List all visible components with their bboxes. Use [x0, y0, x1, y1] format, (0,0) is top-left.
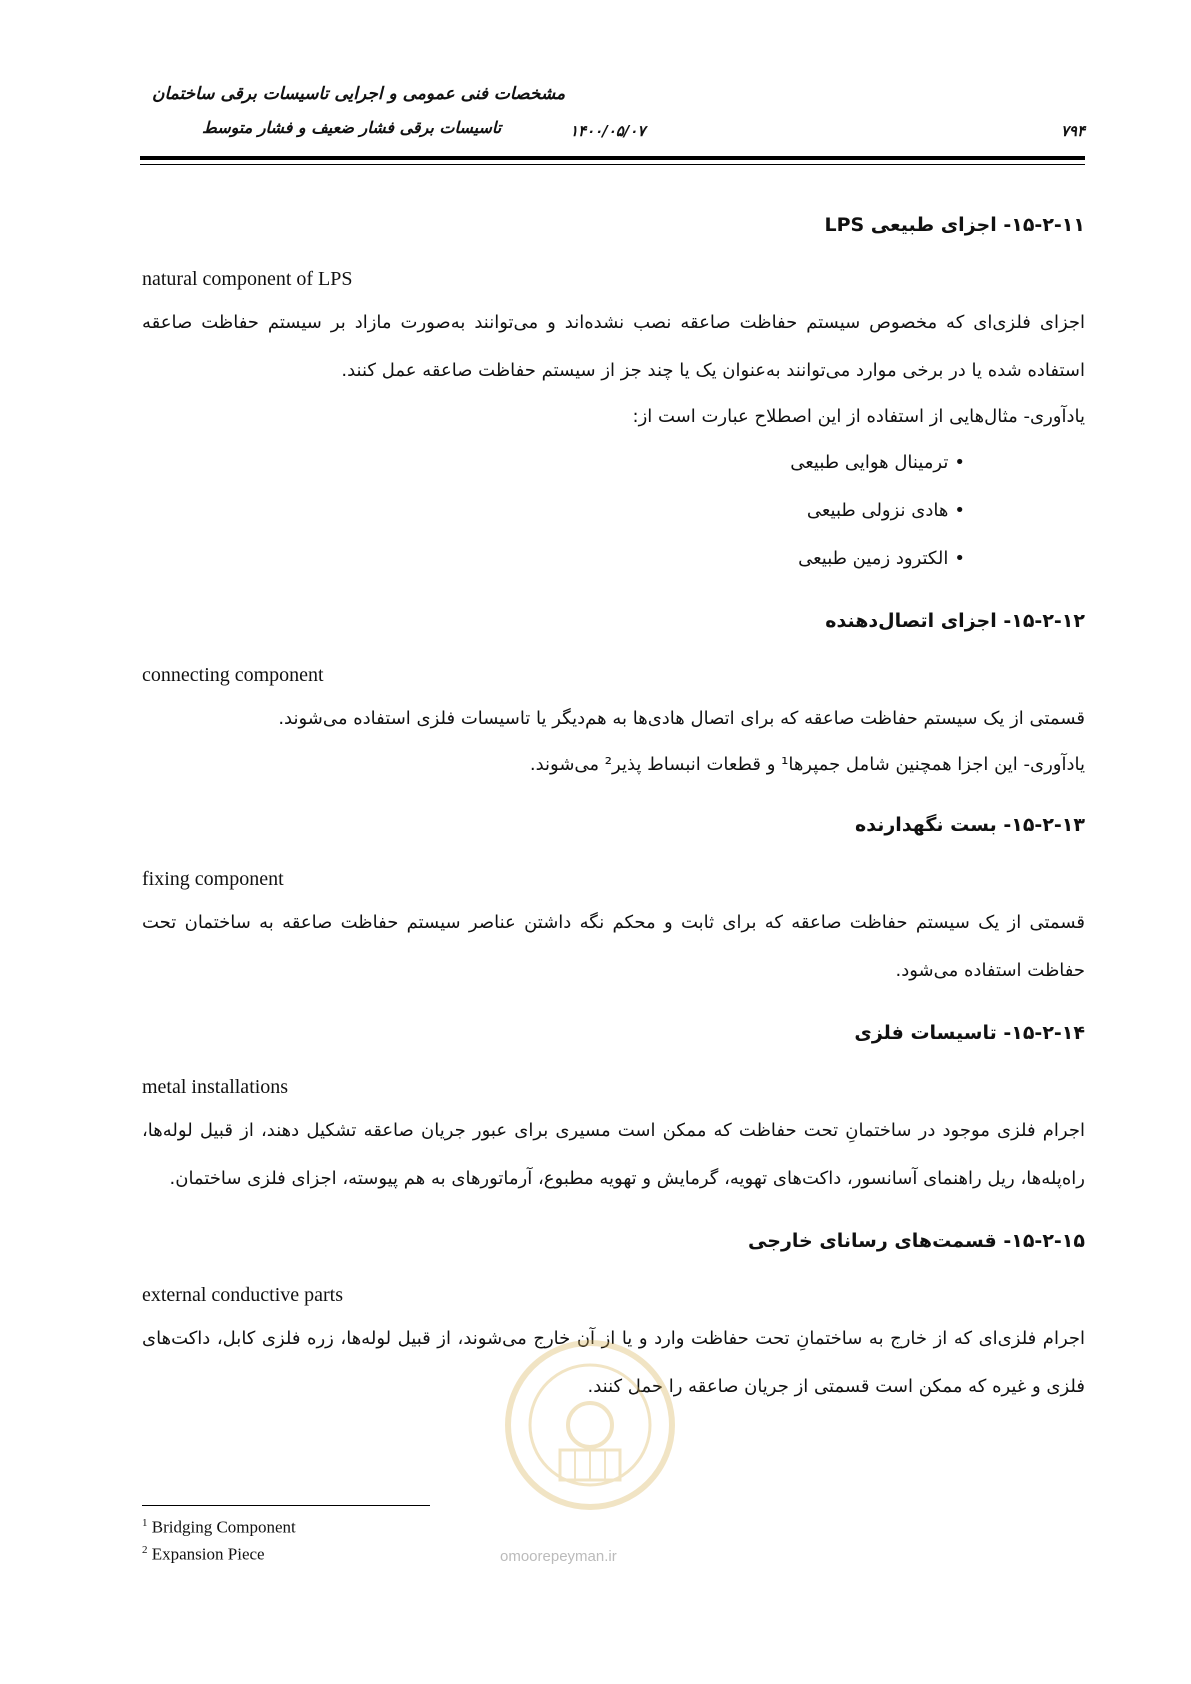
bullet-icon: •	[954, 452, 965, 473]
section-fixing-component	[142, 805, 1085, 995]
page-content	[142, 205, 1085, 1429]
bullet-icon: •	[954, 500, 965, 521]
watermark-text: omoorepeyman.ir	[500, 1548, 617, 1565]
header-rule-thick	[140, 156, 1085, 160]
page-number: ۷۹۴	[1060, 122, 1085, 140]
section-note: یادآوری- مثال‌هایی از استفاده از این اصطلاح عبارت است از:	[632, 406, 1085, 427]
section-connecting-component	[142, 601, 1085, 787]
section-paragraph: اجرام فلزی موجود در ساختمانِ تحت حفاظت که ممکن است مسیری برای عبور جریان صاعقه تشکیل دهند، از قبیل لوله‌ها، راه‌پله‌ها، ریل راهنمای آسانسور، داکت‌های تهویه، گرمایش و تهویه مطبوع، آرماتورهای به هم پیوسته، اجزای فلزی ساختمان.	[142, 1120, 1085, 1189]
section-note: یادآوری- این اجزا همچنین شامل جمپرها¹ و قطعات انبساط پذیر² می‌شوند.	[529, 754, 1085, 775]
footnotes	[142, 1512, 296, 1565]
footnote-separator	[142, 1505, 430, 1506]
section-paragraph: اجزای فلزی‌ای که مخصوص سیستم حفاظت صاعقه نصب نشده‌اند و می‌توانند به‌صورت مازاد بر سیستم حفاظت صاعقه استفاده شده یا در برخی موارد می‌توانند به‌عنوان یک یا چند جز از سیستم حفاظت صاعقه عمل کنند.	[142, 312, 1085, 381]
watermark-seal-icon	[490, 1330, 690, 1520]
footnote-item: $^1$ Bridging Component	[142, 1517, 296, 1537]
footnote-item: $^2$ Expansion Piece	[142, 1543, 265, 1564]
section-heading: ۱۵-۲-۱۳- بست نگهدارنده	[855, 814, 1085, 836]
document-title: مشخصات فنی عمومی و اجرایی تاسیسات برقی ساختمان	[152, 84, 566, 104]
list-item: •الکترود زمین طبیعی	[22, 535, 965, 583]
section-heading: ۱۵-۲-۱۵- قسمت‌های رسانای خارجی	[748, 1230, 1085, 1252]
section-heading: ۱۵-۲-۱۲- اجزای اتصال‌دهنده	[825, 610, 1085, 632]
document-subtitle: تاسیسات برقی فشار ضعیف و فشار متوسط	[202, 118, 502, 137]
section-english-term: metal installations	[142, 1076, 289, 1098]
section-english-term: fixing component	[142, 868, 284, 890]
page-header	[140, 78, 1085, 168]
bullet-icon: •	[954, 548, 965, 569]
section-paragraph: قسمتی از یک سیستم حفاظت صاعقه که برای اتصال هادی‌ها به هم‌دیگر یا تاسیسات فلزی استفاده می‌شوند.	[278, 708, 1085, 729]
section-paragraph: قسمتی از یک سیستم حفاظت صاعقه که برای ثابت و محکم نگه داشتن عناصر سیستم حفاظت صاعقه به ساختمان تحت حفاظت استفاده می‌شود.	[142, 912, 1085, 981]
section-heading: ۱۵-۲-۱۱- اجزای طبیعی LPS	[824, 214, 1085, 236]
list-item: •ترمینال هوایی طبیعی	[22, 439, 965, 487]
section-english-term: external conductive parts	[142, 1284, 344, 1306]
document-date: ۱۴۰۰/۰۵/۰۷	[570, 122, 646, 140]
list-item: •هادی نزولی طبیعی	[22, 487, 965, 535]
section-natural-component	[142, 205, 1085, 583]
bullet-list	[142, 439, 1085, 583]
section-heading: ۱۵-۲-۱۴- تاسیسات فلزی	[854, 1022, 1085, 1044]
header-rule-thin	[140, 164, 1085, 165]
section-metal-installations	[142, 1013, 1085, 1203]
section-english-term: connecting component	[142, 664, 324, 686]
section-english-term: natural component of LPS	[142, 268, 353, 290]
section-paragraph: اجرام فلزی‌ای که از خارج به ساختمانِ تحت حفاظت وارد و یا از آن خارج می‌شوند، از قبیل لوله‌ها، زره فلزی کابل، داکت‌های فلزی و غیره که ممکن است قسمتی از جریان صاعقه را حمل کنند.	[142, 1328, 1085, 1397]
